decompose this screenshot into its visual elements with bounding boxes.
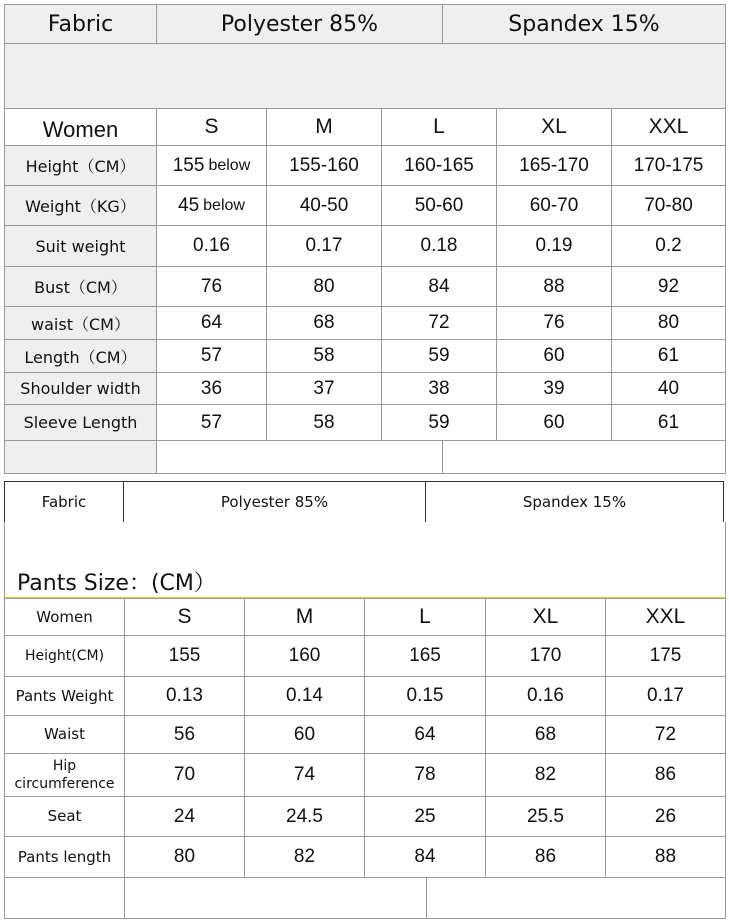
top-row-label: Suit weight (4, 225, 157, 267)
pants-cell: 26 (605, 796, 726, 837)
top-header-women: Women (4, 108, 157, 146)
top-row-label: Sleeve Length (4, 404, 157, 441)
top-cell: 68 (266, 306, 382, 340)
top-cell-value: 45 (178, 194, 200, 216)
pants-cell: 68 (485, 715, 606, 754)
top-cell: 84 (381, 266, 497, 307)
pants-cell: 175 (605, 635, 726, 677)
pants-size-title: Pants Size：(CM） (4, 522, 726, 599)
top-row-label: waist（CM） (4, 306, 157, 340)
top-cell: 88 (496, 266, 612, 307)
pants-row-label: Seat (4, 796, 125, 837)
pants-cell: 80 (124, 836, 245, 878)
top-cell: 64 (156, 306, 267, 340)
top-blank-band (4, 43, 726, 109)
top-cell: 155-160 (266, 145, 382, 186)
pants-header-l: L (364, 598, 486, 636)
top-cell (156, 145, 267, 186)
pants-cell: 78 (364, 753, 486, 797)
top-cell: 60-70 (496, 185, 612, 226)
pants-cell: 60 (244, 715, 365, 754)
top-cell: 80 (266, 266, 382, 307)
top-row-label: Shoulder width (4, 372, 157, 405)
top-cell: 0.16 (156, 225, 267, 267)
pants-header-xxl: XXL (605, 598, 726, 636)
pants-footer-cell (426, 877, 726, 919)
top-fabric-polyester: Polyester 85% (156, 4, 443, 44)
pants-cell: 24 (124, 796, 245, 837)
top-cell: 165-170 (496, 145, 612, 186)
pants-header-s: S (124, 598, 245, 636)
pants-header-m: M (244, 598, 365, 636)
pants-row-label: Height(CM) (4, 635, 125, 677)
top-cell: 59 (381, 404, 497, 441)
top-cell: 36 (156, 372, 267, 405)
top-header-xl: XL (496, 108, 612, 146)
pants-footer-cell (124, 877, 427, 919)
top-cell: 38 (381, 372, 497, 405)
pants-fabric-label: Fabric (4, 481, 124, 523)
top-header-xxl: XXL (611, 108, 726, 146)
top-header-m: M (266, 108, 382, 146)
top-cell: 57 (156, 404, 267, 441)
pants-cell: 86 (485, 836, 606, 878)
pants-row-label: Pants Weight (4, 676, 125, 716)
top-cell: 170-175 (611, 145, 726, 186)
top-fabric-spandex: Spandex 15% (442, 4, 726, 44)
pants-cell: 74 (244, 753, 365, 797)
top-row-label: Bust（CM） (4, 266, 157, 307)
top-cell: 0.19 (496, 225, 612, 267)
top-cell-suffix: below (208, 156, 251, 174)
pants-cell: 0.13 (124, 676, 245, 716)
pants-cell: 88 (605, 836, 726, 878)
top-header-s: S (156, 108, 267, 146)
pants-cell: 155 (124, 635, 245, 677)
pants-fabric-spandex: Spandex 15% (425, 481, 724, 523)
top-cell: 39 (496, 372, 612, 405)
top-cell: 70-80 (611, 185, 726, 226)
pants-cell: 0.16 (485, 676, 606, 716)
top-header-l: L (381, 108, 497, 146)
top-cell: 0.2 (611, 225, 726, 267)
top-cell-value: 155 (172, 154, 205, 176)
pants-cell: 0.15 (364, 676, 486, 716)
top-cell-suffix: below (203, 196, 245, 214)
pants-fabric-polyester: Polyester 85% (123, 481, 426, 523)
top-cell: 80 (611, 306, 726, 340)
top-footer-cell (4, 440, 157, 474)
pants-cell: 86 (605, 753, 726, 797)
pants-cell: 25 (364, 796, 486, 837)
pants-cell: 70 (124, 753, 245, 797)
top-cell: 76 (496, 306, 612, 340)
pants-cell: 0.17 (605, 676, 726, 716)
pants-row-label: Pants length (4, 836, 125, 878)
top-row-label: Height（CM） (4, 145, 157, 186)
top-cell: 50-60 (381, 185, 497, 226)
pants-cell: 25.5 (485, 796, 606, 837)
top-cell: 60 (496, 404, 612, 441)
pants-cell: 56 (124, 715, 245, 754)
top-row-label: Weight（KG） (4, 185, 157, 226)
pants-cell: 84 (364, 836, 486, 878)
top-fabric-label: Fabric (4, 4, 157, 44)
pants-cell: 165 (364, 635, 486, 677)
top-cell: 58 (266, 404, 382, 441)
top-cell: 40 (611, 372, 726, 405)
pants-cell: 0.14 (244, 676, 365, 716)
pants-cell: 82 (244, 836, 365, 878)
pants-cell: 24.5 (244, 796, 365, 837)
pants-header-xl: XL (485, 598, 606, 636)
pants-cell: 64 (364, 715, 486, 754)
top-cell: 58 (266, 339, 382, 373)
pants-cell: 82 (485, 753, 606, 797)
top-cell: 0.18 (381, 225, 497, 267)
pants-header-women: Women (4, 598, 125, 636)
top-cell: 60 (496, 339, 612, 373)
pants-cell: 160 (244, 635, 365, 677)
pants-row-label: Hip circumference (4, 753, 125, 797)
top-cell: 59 (381, 339, 497, 373)
top-cell: 92 (611, 266, 726, 307)
top-cell: 0.17 (266, 225, 382, 267)
pants-footer-cell (4, 877, 125, 919)
top-row-label: Length（CM） (4, 339, 157, 373)
top-cell: 160-165 (381, 145, 497, 186)
top-cell: 37 (266, 372, 382, 405)
pants-row-label: Waist (4, 715, 125, 754)
top-cell: 76 (156, 266, 267, 307)
pants-cell: 170 (485, 635, 606, 677)
top-cell: 61 (611, 339, 726, 373)
top-cell: 72 (381, 306, 497, 340)
top-footer-cell (156, 440, 443, 474)
top-footer-cell (442, 440, 726, 474)
pants-cell: 72 (605, 715, 726, 754)
top-cell: 57 (156, 339, 267, 373)
top-cell: 40-50 (266, 185, 382, 226)
top-cell: 61 (611, 404, 726, 441)
top-cell (156, 185, 267, 226)
